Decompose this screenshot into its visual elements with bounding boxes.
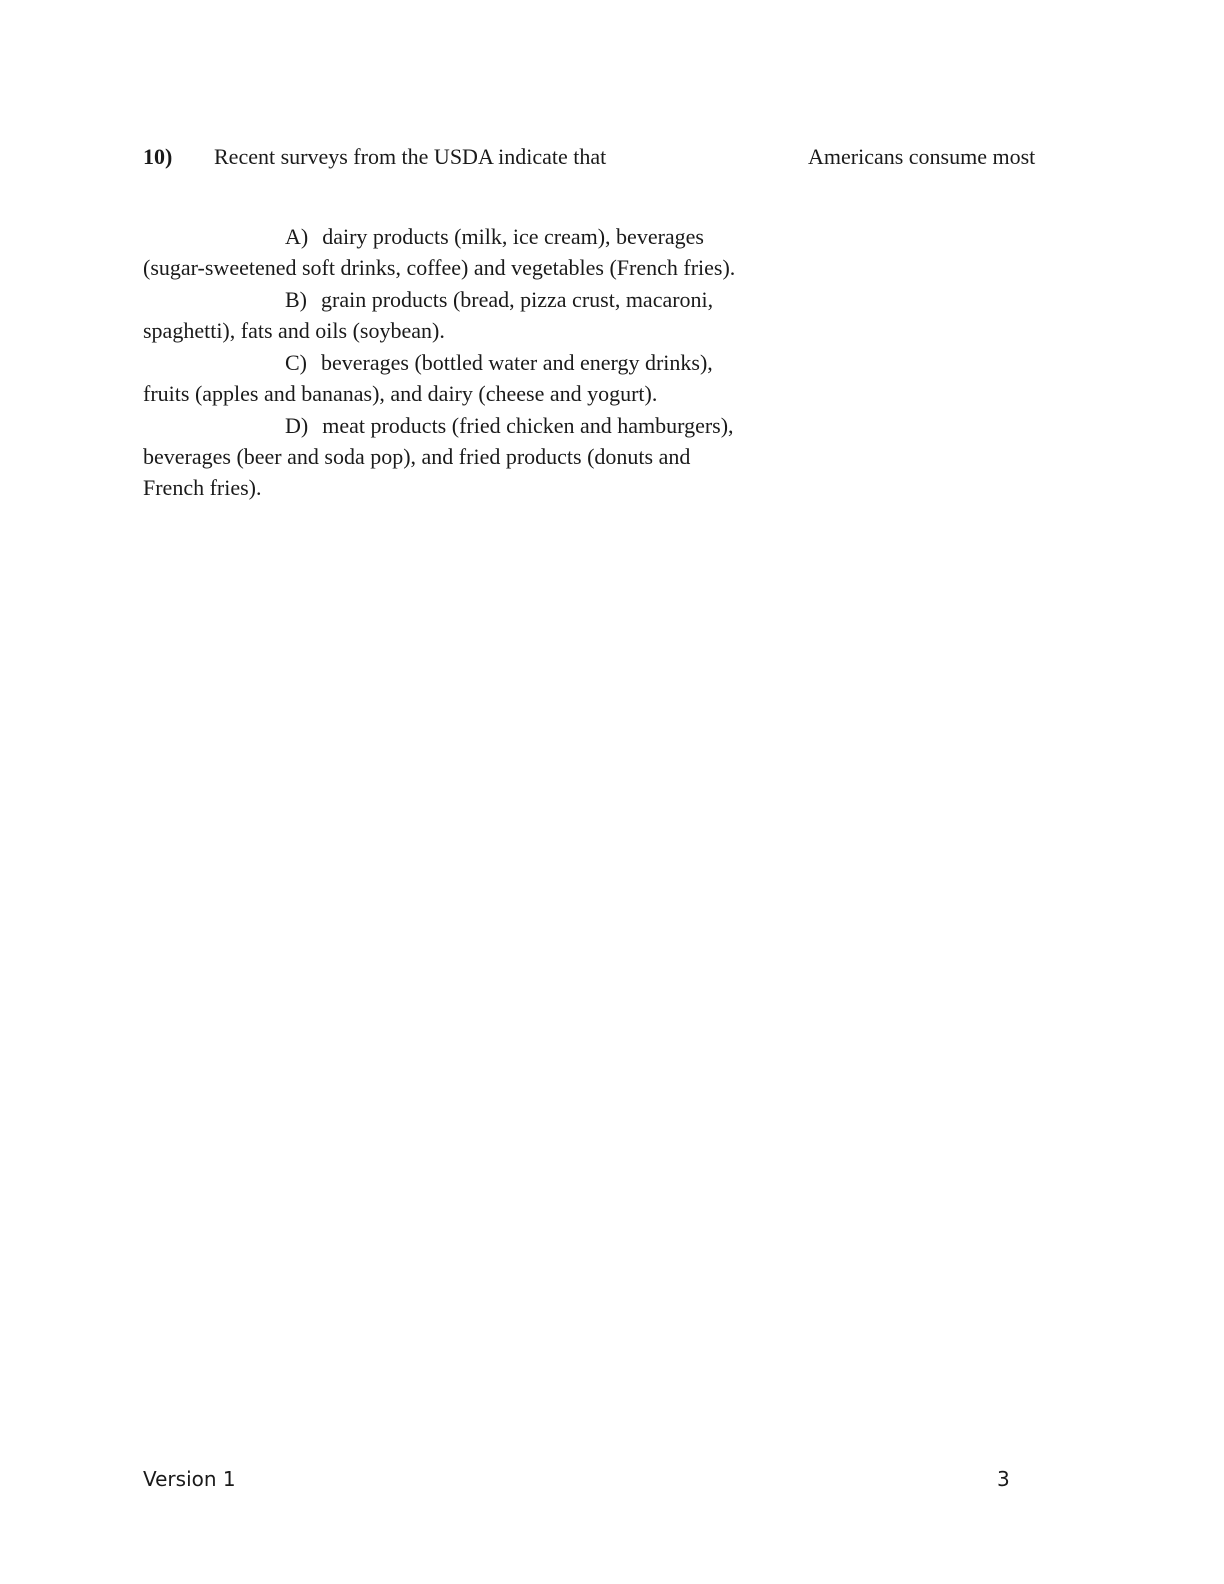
answer-options	[143, 221, 743, 504]
option-d	[143, 410, 743, 503]
option-text: grain products (bread, pizza crust, macaroni, spaghetti), fats and oils (soybean).	[143, 287, 714, 343]
option-b	[143, 284, 743, 346]
option-letter: A)	[285, 224, 309, 249]
option-letter: D)	[285, 413, 309, 438]
option-text: beverages (bottled water and energy drinks), fruits (apples and bananas), and dairy (cheese and yogurt).	[143, 350, 713, 406]
question-stem-part-1: Recent surveys from the USDA indicate that	[214, 144, 607, 169]
option-letter: B)	[285, 287, 307, 312]
option-c	[143, 347, 743, 409]
question-number: 10)	[143, 144, 173, 169]
option-letter: C)	[285, 350, 307, 375]
option-a	[143, 221, 743, 283]
option-text: dairy products (milk, ice cream), beverages (sugar-sweetened soft drinks, coffee) and vegetables (French fries).	[143, 224, 736, 280]
option-text: meat products (fried chicken and hamburgers), beverages (beer and soda pop), and fried products (donuts and French fries).	[143, 413, 734, 500]
footer-page-number: 3	[997, 1467, 1010, 1491]
question-stem-part-2: Americans consume most	[808, 144, 1036, 169]
footer-version: Version 1	[143, 1467, 236, 1491]
